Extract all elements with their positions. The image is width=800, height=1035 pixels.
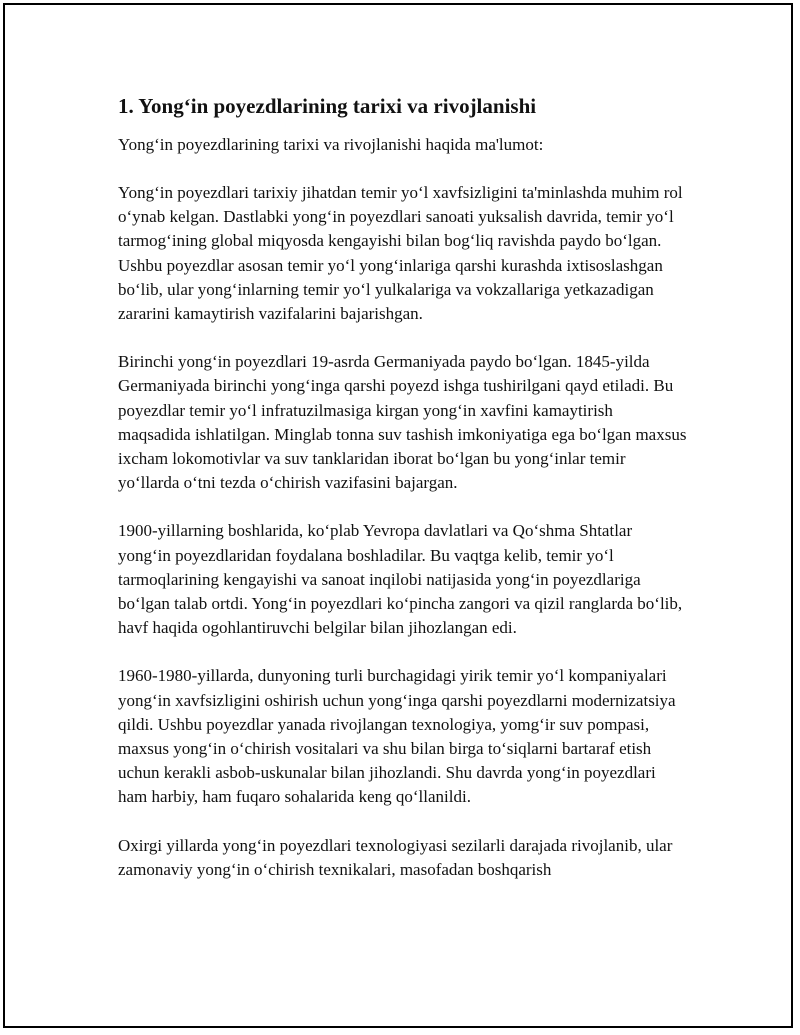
- section-heading: 1. Yong‘in poyezdlarining tarixi va rivojlanishi: [118, 94, 537, 118]
- paragraph-2: Birinchi yong‘in poyezdlari 19-asrda Germaniyada paydo bo‘lgan. 1845-yilda Germaniyada birinchi yong‘inga qarshi poyezd ishga tushirilgani qayd etiladi. Bu poyezdlar temir yo‘l infratuzilmasiga kirgan yong‘in xavfini kamaytirish maqsadida ishlatilgan. Minglab tonna suv tashish imkoniyatiga ega bo‘lgan maxsus ixcham lokomotivlar va suv tanklaridan iborat bo‘lgan bu yong‘inlar temir yo‘llarda o‘tni tezda o‘chirish vazifasini bajargan.: [118, 352, 687, 493]
- paragraph-5: Oxirgi yillarda yong‘in poyezdlari texnologiyasi sezilarli darajada rivojlanib, ular zamonaviy yong‘in o‘chirish texnikalari, masofadan boshqarish: [118, 835, 673, 879]
- paragraph-1: Yong‘in poyezdlari tarixiy jihatdan temir yo‘l xavfsizligini ta'minlashda muhim rol o‘ynab kelgan. Dastlabki yong‘in poyezdlari sanoati yuksalish davrida, temir yo‘l tarmog‘ining global miqyosda kengayishi bilan bog‘liq ravishda paydo bo‘lgan. Ushbu poyezdlar asosan temir yo‘l yong‘inlariga qarshi kurashda ixtisoslashgan bo‘lib, ular yong‘inlarning temir yo‘l yulkalariga va vokzallariga yetkazadigan zararini kamaytirish vazifalarini bajarishgan.: [118, 183, 683, 324]
- document-body: [118, 92, 688, 906]
- intro-paragraph: Yong‘in poyezdlarining tarixi va rivojlanishi haqida ma'lumot:: [118, 135, 544, 154]
- paragraph-3: 1900-yillarning boshlarida, ko‘plab Yevropa davlatlari va Qo‘shma Shtatlar yong‘in poyezdlaridan foydalana boshladilar. Bu vaqtga kelib, temir yo‘l tarmoqlarining kengayishi va sanoat inqilobi natijasida yong‘in poyezdlariga bo‘lgan talab ortdi. Yong‘in poyezdlari ko‘pincha zangori va qizil ranglarda bo‘lib, havf haqida ogohlantiruvchi belgilar bilan jihozlangan edi.: [118, 521, 683, 638]
- paragraph-4: 1960-1980-yillarda, dunyoning turli burchagidagi yirik temir yo‘l kompaniyalari yong‘in xavfsizligini oshirish uchun yong‘inga qarshi poyezdlarni modernizatsiya qildi. Ushbu poyezdlar yanada rivojlangan texnologiya, yomg‘ir suv pompasi, maxsus yong‘in o‘chirish vositalari va shu bilan birga to‘siqlarni bartaraf etish uchun kerakli asbob-uskunalar bilan jihozlandi. Shu davrda yong‘in poyezdlari ham harbiy, ham fuqaro sohalarida keng qo‘llanildi.: [118, 666, 676, 807]
